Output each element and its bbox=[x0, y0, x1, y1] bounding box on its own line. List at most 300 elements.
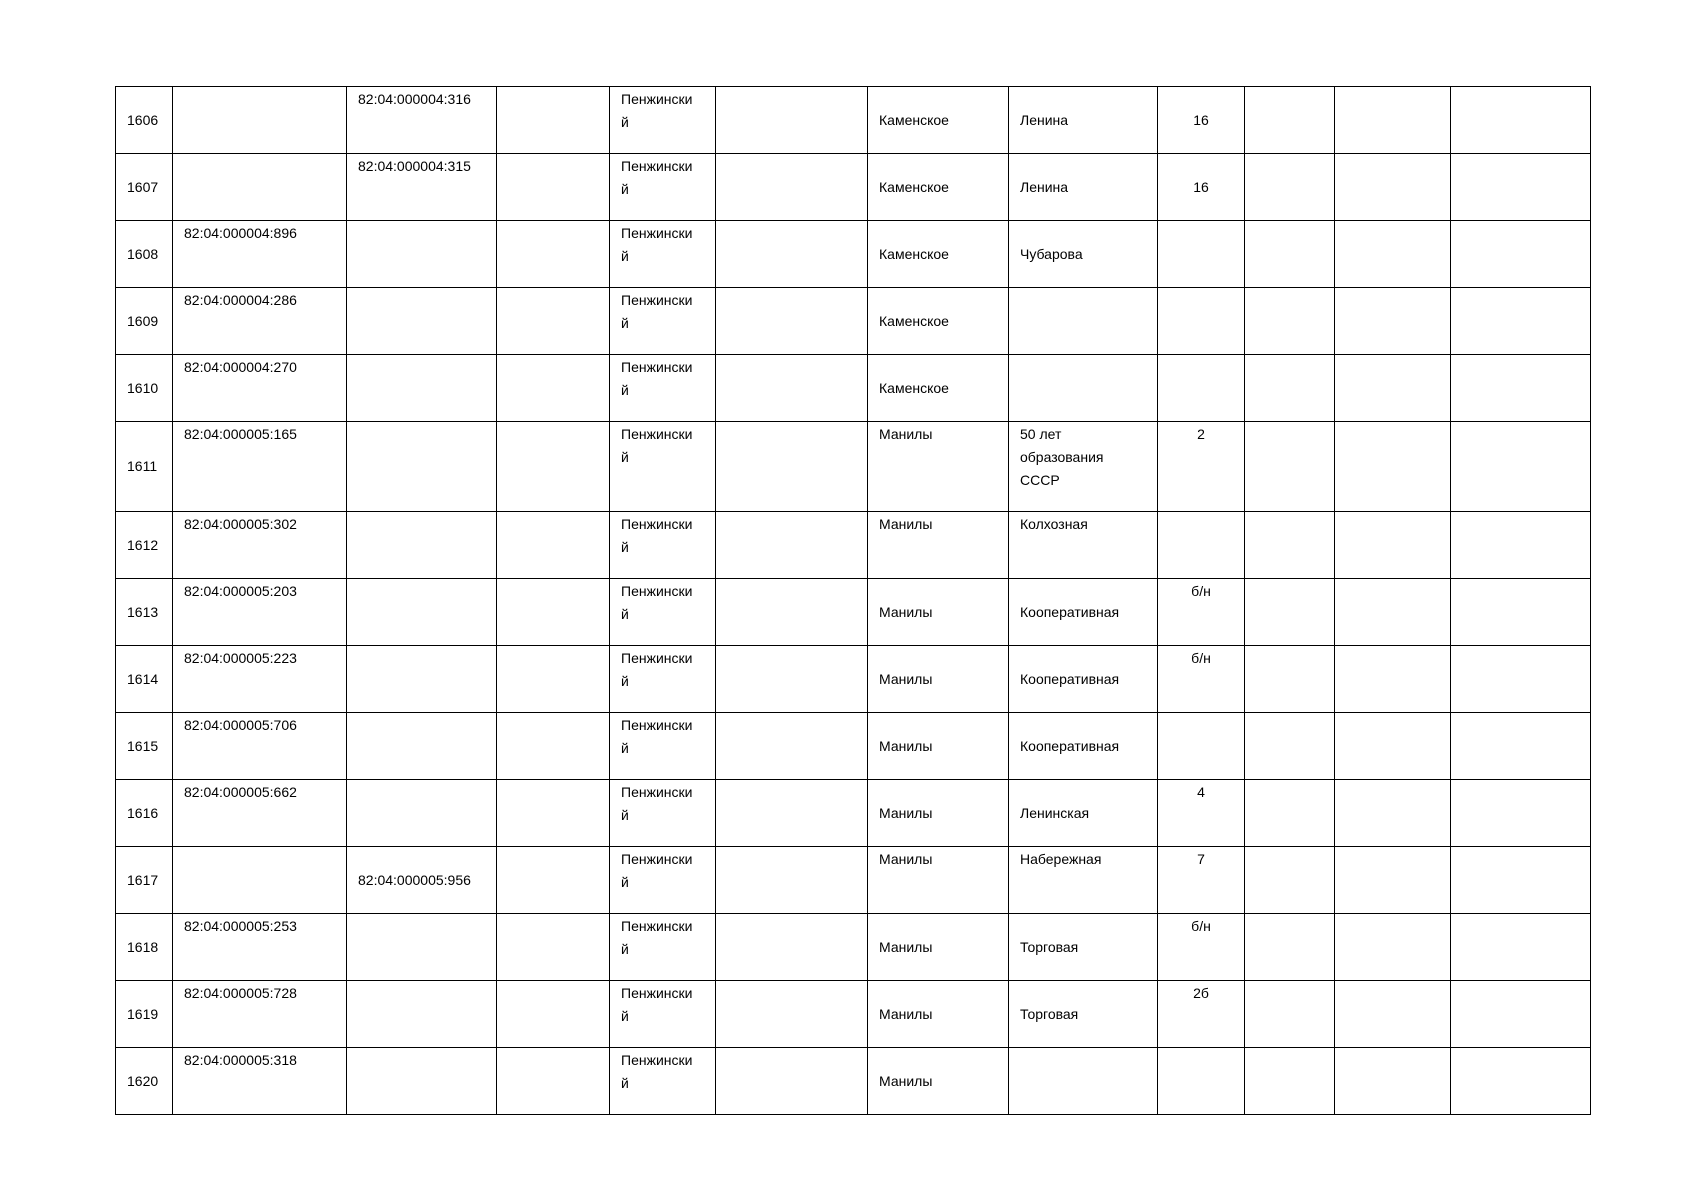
empty-cell bbox=[1335, 579, 1451, 646]
district-cell bbox=[610, 154, 716, 221]
street-cell bbox=[1009, 87, 1158, 154]
empty-cell bbox=[716, 713, 868, 780]
row-number-cell bbox=[116, 914, 173, 981]
cadastral-number-text: 82:04:000005:302 bbox=[184, 516, 297, 532]
empty-text bbox=[1256, 646, 1323, 647]
empty-text bbox=[727, 646, 856, 647]
empty-text bbox=[727, 154, 856, 155]
empty-text bbox=[1346, 579, 1439, 580]
row-number-text: 1610 bbox=[127, 379, 159, 396]
house-number-text: 7 bbox=[1197, 851, 1205, 867]
cadastral-number-text: 82:04:000005:223 bbox=[184, 650, 297, 666]
district-cell bbox=[610, 288, 716, 355]
house-number-cell bbox=[1158, 87, 1245, 154]
empty-text bbox=[508, 579, 598, 580]
settlement-text: Манилы bbox=[879, 804, 933, 821]
settlement-cell bbox=[868, 154, 1009, 221]
row-number-text: 1619 bbox=[127, 1005, 159, 1022]
cadastral-number-2-text bbox=[358, 422, 485, 423]
street-text: Колхозная bbox=[1020, 516, 1088, 532]
district-text: Пенжински й bbox=[621, 158, 693, 197]
empty-text bbox=[727, 713, 856, 714]
empty-cell bbox=[1451, 579, 1591, 646]
cadastral-number-cell bbox=[173, 981, 347, 1048]
house-number-text bbox=[1169, 288, 1233, 289]
empty-cell bbox=[497, 221, 610, 288]
house-number-text bbox=[1169, 1048, 1233, 1049]
settlement-text: Манилы bbox=[879, 737, 933, 754]
empty-text bbox=[1462, 154, 1579, 155]
empty-cell bbox=[1451, 914, 1591, 981]
empty-cell bbox=[1335, 221, 1451, 288]
settlement-cell bbox=[868, 512, 1009, 579]
empty-cell bbox=[1335, 713, 1451, 780]
house-number-cell bbox=[1158, 914, 1245, 981]
street-cell bbox=[1009, 713, 1158, 780]
row-number-text: 1613 bbox=[127, 603, 159, 620]
cadastral-number-text bbox=[184, 154, 335, 155]
house-number-text: 4 bbox=[1197, 784, 1205, 800]
cadastral-number-cell bbox=[173, 1048, 347, 1115]
cadastral-number-2-cell bbox=[347, 579, 497, 646]
house-number-cell bbox=[1158, 512, 1245, 579]
district-text: Пенжински й bbox=[621, 918, 693, 957]
empty-cell bbox=[1245, 422, 1335, 512]
street-cell bbox=[1009, 981, 1158, 1048]
house-number-cell bbox=[1158, 221, 1245, 288]
house-number-cell bbox=[1158, 981, 1245, 1048]
empty-cell bbox=[497, 847, 610, 914]
row-number-text: 1616 bbox=[127, 804, 159, 821]
settlement-cell bbox=[868, 355, 1009, 422]
row-number-text: 1609 bbox=[127, 312, 159, 329]
empty-text bbox=[727, 780, 856, 781]
cadastral-number-cell bbox=[173, 713, 347, 780]
cadastral-number-cell bbox=[173, 154, 347, 221]
cadastral-number-cell bbox=[173, 422, 347, 512]
settlement-text: Каменское bbox=[879, 245, 949, 262]
house-number-cell bbox=[1158, 713, 1245, 780]
cadastral-number-2-cell bbox=[347, 288, 497, 355]
house-number-cell bbox=[1158, 780, 1245, 847]
empty-cell bbox=[716, 221, 868, 288]
empty-cell bbox=[716, 288, 868, 355]
empty-text bbox=[1346, 154, 1439, 155]
cadastral-number-2-text bbox=[358, 512, 485, 513]
empty-cell bbox=[497, 646, 610, 713]
table-row bbox=[116, 914, 1591, 981]
settlement-text: Манилы bbox=[879, 1072, 933, 1089]
cadastral-number-2-cell bbox=[347, 646, 497, 713]
empty-cell bbox=[1245, 221, 1335, 288]
street-text: Торговая bbox=[1020, 1005, 1079, 1022]
row-number-cell bbox=[116, 87, 173, 154]
district-cell bbox=[610, 512, 716, 579]
empty-text bbox=[727, 1048, 856, 1049]
empty-text bbox=[508, 1048, 598, 1049]
empty-cell bbox=[1335, 512, 1451, 579]
empty-text bbox=[1462, 847, 1579, 848]
cadastral-number-text: 82:04:000005:253 bbox=[184, 918, 297, 934]
street-text: 50 лет образования СССР bbox=[1020, 426, 1104, 488]
house-number-text bbox=[1169, 355, 1233, 356]
empty-text bbox=[508, 288, 598, 289]
empty-cell bbox=[1245, 914, 1335, 981]
table-row bbox=[116, 221, 1591, 288]
empty-cell bbox=[1245, 579, 1335, 646]
settlement-text: Манилы bbox=[879, 851, 933, 867]
empty-cell bbox=[497, 154, 610, 221]
row-number-text: 1617 bbox=[127, 871, 159, 888]
house-number-text: б/н bbox=[1191, 650, 1211, 666]
empty-text bbox=[1346, 87, 1439, 88]
empty-text bbox=[508, 847, 598, 848]
empty-text bbox=[508, 512, 598, 513]
empty-text bbox=[1256, 1048, 1323, 1049]
settlement-cell bbox=[868, 87, 1009, 154]
empty-cell bbox=[1451, 512, 1591, 579]
house-number-text: б/н bbox=[1191, 918, 1211, 934]
empty-text bbox=[508, 87, 598, 88]
table-row bbox=[116, 646, 1591, 713]
cadastral-number-2-text bbox=[358, 288, 485, 289]
cadastral-number-text bbox=[184, 847, 335, 848]
street-text: Ленина bbox=[1020, 111, 1069, 128]
empty-text bbox=[508, 355, 598, 356]
settlement-text: Манилы bbox=[879, 1005, 933, 1022]
cadastral-number-cell bbox=[173, 512, 347, 579]
empty-cell bbox=[1335, 355, 1451, 422]
empty-cell bbox=[1451, 981, 1591, 1048]
row-number-text: 1608 bbox=[127, 245, 159, 262]
house-number-cell bbox=[1158, 847, 1245, 914]
empty-text bbox=[1346, 981, 1439, 982]
street-cell bbox=[1009, 914, 1158, 981]
empty-cell bbox=[716, 914, 868, 981]
settlement-text: Манилы bbox=[879, 516, 933, 532]
row-number-cell bbox=[116, 1048, 173, 1115]
empty-cell bbox=[1335, 288, 1451, 355]
empty-cell bbox=[1335, 87, 1451, 154]
empty-cell bbox=[1245, 646, 1335, 713]
cadastral-number-2-cell bbox=[347, 355, 497, 422]
table-row bbox=[116, 713, 1591, 780]
cadastral-number-text: 82:04:000004:286 bbox=[184, 292, 297, 308]
row-number-cell bbox=[116, 422, 173, 512]
settlement-cell bbox=[868, 422, 1009, 512]
house-number-text: 16 bbox=[1193, 111, 1209, 128]
district-text: Пенжински й bbox=[621, 717, 693, 756]
empty-text bbox=[727, 914, 856, 915]
empty-cell bbox=[1335, 1048, 1451, 1115]
house-number-cell bbox=[1158, 422, 1245, 512]
empty-text bbox=[1346, 1048, 1439, 1049]
empty-cell bbox=[716, 512, 868, 579]
empty-text bbox=[1256, 154, 1323, 155]
house-number-text bbox=[1169, 512, 1233, 513]
empty-text bbox=[1256, 579, 1323, 580]
cadastral-number-text: 82:04:000005:728 bbox=[184, 985, 297, 1001]
table-row bbox=[116, 422, 1591, 512]
table-row bbox=[116, 512, 1591, 579]
empty-text bbox=[727, 579, 856, 580]
empty-cell bbox=[1245, 154, 1335, 221]
empty-cell bbox=[716, 355, 868, 422]
cadastral-number-2-cell bbox=[347, 221, 497, 288]
settlement-text: Каменское bbox=[879, 111, 949, 128]
settlement-text: Манилы bbox=[879, 426, 933, 442]
cadastral-number-cell bbox=[173, 847, 347, 914]
district-text: Пенжински й bbox=[621, 292, 693, 331]
street-cell bbox=[1009, 288, 1158, 355]
cadastral-number-2-cell bbox=[347, 422, 497, 512]
house-number-cell bbox=[1158, 355, 1245, 422]
empty-cell bbox=[1335, 981, 1451, 1048]
empty-text bbox=[1462, 87, 1579, 88]
empty-text bbox=[1346, 288, 1439, 289]
empty-text bbox=[1256, 87, 1323, 88]
empty-text bbox=[508, 154, 598, 155]
settlement-cell bbox=[868, 1048, 1009, 1115]
empty-cell bbox=[716, 780, 868, 847]
row-number-text: 1611 bbox=[127, 458, 158, 474]
empty-text bbox=[1462, 221, 1579, 222]
house-number-cell bbox=[1158, 288, 1245, 355]
cadastral-number-2-text: 82:04:000004:316 bbox=[358, 91, 471, 107]
settlement-cell bbox=[868, 646, 1009, 713]
cadastral-number-cell bbox=[173, 646, 347, 713]
empty-cell bbox=[1451, 713, 1591, 780]
empty-text bbox=[1256, 847, 1323, 848]
empty-cell bbox=[1245, 87, 1335, 154]
empty-cell bbox=[1245, 355, 1335, 422]
empty-cell bbox=[497, 422, 610, 512]
empty-cell bbox=[716, 87, 868, 154]
empty-text bbox=[1462, 579, 1579, 580]
empty-cell bbox=[1245, 713, 1335, 780]
empty-text bbox=[1462, 780, 1579, 781]
table-row bbox=[116, 847, 1591, 914]
empty-text bbox=[1256, 780, 1323, 781]
district-cell bbox=[610, 780, 716, 847]
empty-text bbox=[1346, 914, 1439, 915]
table-row bbox=[116, 780, 1591, 847]
table-row bbox=[116, 579, 1591, 646]
empty-text bbox=[727, 87, 856, 88]
cadastral-number-2-text bbox=[358, 713, 485, 714]
row-number-text: 1615 bbox=[127, 737, 159, 754]
district-text: Пенжински й bbox=[621, 225, 693, 264]
cadastral-number-text bbox=[184, 87, 335, 88]
street-cell bbox=[1009, 1048, 1158, 1115]
cadastral-number-2-cell bbox=[347, 87, 497, 154]
settlement-text: Манилы bbox=[879, 603, 933, 620]
settlement-text: Каменское bbox=[879, 178, 949, 195]
empty-cell bbox=[497, 713, 610, 780]
empty-cell bbox=[1245, 780, 1335, 847]
district-cell bbox=[610, 713, 716, 780]
empty-cell bbox=[1451, 221, 1591, 288]
empty-cell bbox=[716, 422, 868, 512]
settlement-cell bbox=[868, 288, 1009, 355]
cadastral-number-2-cell bbox=[347, 154, 497, 221]
cadastral-number-2-text: 82:04:000004:315 bbox=[358, 158, 471, 174]
house-number-text: б/н bbox=[1191, 583, 1211, 599]
empty-cell bbox=[497, 579, 610, 646]
district-cell bbox=[610, 221, 716, 288]
empty-cell bbox=[1335, 154, 1451, 221]
cadastral-number-text: 82:04:000004:270 bbox=[184, 359, 297, 375]
district-cell bbox=[610, 355, 716, 422]
empty-cell bbox=[1451, 288, 1591, 355]
empty-cell bbox=[716, 981, 868, 1048]
empty-text bbox=[727, 422, 856, 423]
settlement-cell bbox=[868, 579, 1009, 646]
district-text: Пенжински й bbox=[621, 985, 693, 1024]
cadastral-number-cell bbox=[173, 579, 347, 646]
empty-text bbox=[1256, 914, 1323, 915]
row-number-text: 1606 bbox=[127, 111, 159, 128]
empty-text bbox=[1346, 512, 1439, 513]
cadastral-number-2-cell bbox=[347, 780, 497, 847]
cadastral-number-cell bbox=[173, 914, 347, 981]
settlement-cell bbox=[868, 981, 1009, 1048]
street-cell bbox=[1009, 422, 1158, 512]
cadastral-number-2-cell bbox=[347, 512, 497, 579]
empty-cell bbox=[497, 780, 610, 847]
empty-text bbox=[1462, 422, 1579, 423]
row-number-text: 1607 bbox=[127, 178, 159, 195]
street-text: Ленинская bbox=[1020, 804, 1090, 821]
row-number-cell bbox=[116, 512, 173, 579]
empty-cell bbox=[716, 579, 868, 646]
cadastral-number-cell bbox=[173, 221, 347, 288]
district-text: Пенжински й bbox=[621, 650, 693, 689]
empty-text bbox=[1346, 355, 1439, 356]
settlement-text: Каменское bbox=[879, 312, 949, 329]
district-text: Пенжински й bbox=[621, 1052, 693, 1091]
district-text: Пенжински й bbox=[621, 91, 693, 130]
empty-cell bbox=[1335, 847, 1451, 914]
cadastral-number-2-text bbox=[358, 355, 485, 356]
empty-text bbox=[1346, 221, 1439, 222]
table-row bbox=[116, 154, 1591, 221]
empty-cell bbox=[1335, 422, 1451, 512]
cadastral-number-cell bbox=[173, 355, 347, 422]
empty-cell bbox=[1451, 154, 1591, 221]
table-row bbox=[116, 981, 1591, 1048]
empty-cell bbox=[716, 1048, 868, 1115]
empty-text bbox=[727, 847, 856, 848]
empty-cell bbox=[1245, 288, 1335, 355]
empty-cell bbox=[1451, 1048, 1591, 1115]
cadastral-number-cell bbox=[173, 780, 347, 847]
empty-text bbox=[1346, 847, 1439, 848]
house-number-text: 2 bbox=[1197, 426, 1205, 442]
street-cell bbox=[1009, 221, 1158, 288]
settlement-cell bbox=[868, 914, 1009, 981]
row-number-cell bbox=[116, 847, 173, 914]
district-text: Пенжински й bbox=[621, 851, 693, 890]
row-number-cell bbox=[116, 713, 173, 780]
empty-text bbox=[727, 981, 856, 982]
empty-text bbox=[1462, 914, 1579, 915]
row-number-cell bbox=[116, 154, 173, 221]
cadastral-number-2-text bbox=[358, 981, 485, 982]
house-number-cell bbox=[1158, 154, 1245, 221]
cadastral-number-text: 82:04:000004:896 bbox=[184, 225, 297, 241]
empty-text bbox=[1462, 288, 1579, 289]
empty-text bbox=[1256, 355, 1323, 356]
table-row bbox=[116, 355, 1591, 422]
district-text: Пенжински й bbox=[621, 516, 693, 555]
empty-text bbox=[727, 288, 856, 289]
row-number-cell bbox=[116, 221, 173, 288]
street-text: Кооперативная bbox=[1020, 737, 1120, 754]
empty-text bbox=[508, 981, 598, 982]
empty-cell bbox=[1451, 780, 1591, 847]
street-cell bbox=[1009, 512, 1158, 579]
empty-cell bbox=[497, 914, 610, 981]
empty-cell bbox=[1451, 355, 1591, 422]
empty-cell bbox=[497, 981, 610, 1048]
empty-cell bbox=[1245, 981, 1335, 1048]
cadastral-number-text: 82:04:000005:203 bbox=[184, 583, 297, 599]
empty-cell bbox=[1451, 422, 1591, 512]
row-number-cell bbox=[116, 981, 173, 1048]
cadastral-number-text: 82:04:000005:165 bbox=[184, 426, 297, 442]
cadastral-number-2-text bbox=[358, 1048, 485, 1049]
empty-text bbox=[1256, 713, 1323, 714]
cadastral-number-2-text bbox=[358, 780, 485, 781]
house-number-cell bbox=[1158, 579, 1245, 646]
cadastral-number-2-cell bbox=[347, 1048, 497, 1115]
cadastral-number-cell bbox=[173, 87, 347, 154]
empty-cell bbox=[1335, 780, 1451, 847]
empty-cell bbox=[716, 646, 868, 713]
house-number-text: 2б bbox=[1193, 985, 1209, 1001]
empty-cell bbox=[1335, 646, 1451, 713]
empty-text bbox=[1346, 422, 1439, 423]
street-text: Набережная bbox=[1020, 851, 1102, 867]
house-number-cell bbox=[1158, 646, 1245, 713]
row-number-cell bbox=[116, 288, 173, 355]
district-text: Пенжински й bbox=[621, 583, 693, 622]
empty-cell bbox=[716, 847, 868, 914]
empty-text bbox=[1256, 221, 1323, 222]
empty-cell bbox=[1451, 847, 1591, 914]
row-number-text: 1618 bbox=[127, 938, 159, 955]
empty-text bbox=[508, 422, 598, 423]
empty-cell bbox=[1335, 914, 1451, 981]
empty-text bbox=[508, 780, 598, 781]
empty-text bbox=[1462, 981, 1579, 982]
district-cell bbox=[610, 579, 716, 646]
empty-text bbox=[1346, 713, 1439, 714]
empty-cell bbox=[1245, 1048, 1335, 1115]
empty-text bbox=[1462, 355, 1579, 356]
empty-cell bbox=[497, 288, 610, 355]
street-text: Кооперативная bbox=[1020, 603, 1120, 620]
empty-text bbox=[727, 221, 856, 222]
cadastral-number-2-text bbox=[358, 646, 485, 647]
district-text: Пенжински й bbox=[621, 426, 693, 465]
empty-text bbox=[1346, 780, 1439, 781]
empty-cell bbox=[1245, 847, 1335, 914]
empty-text bbox=[508, 713, 598, 714]
district-text: Пенжински й bbox=[621, 359, 693, 398]
empty-cell bbox=[497, 512, 610, 579]
